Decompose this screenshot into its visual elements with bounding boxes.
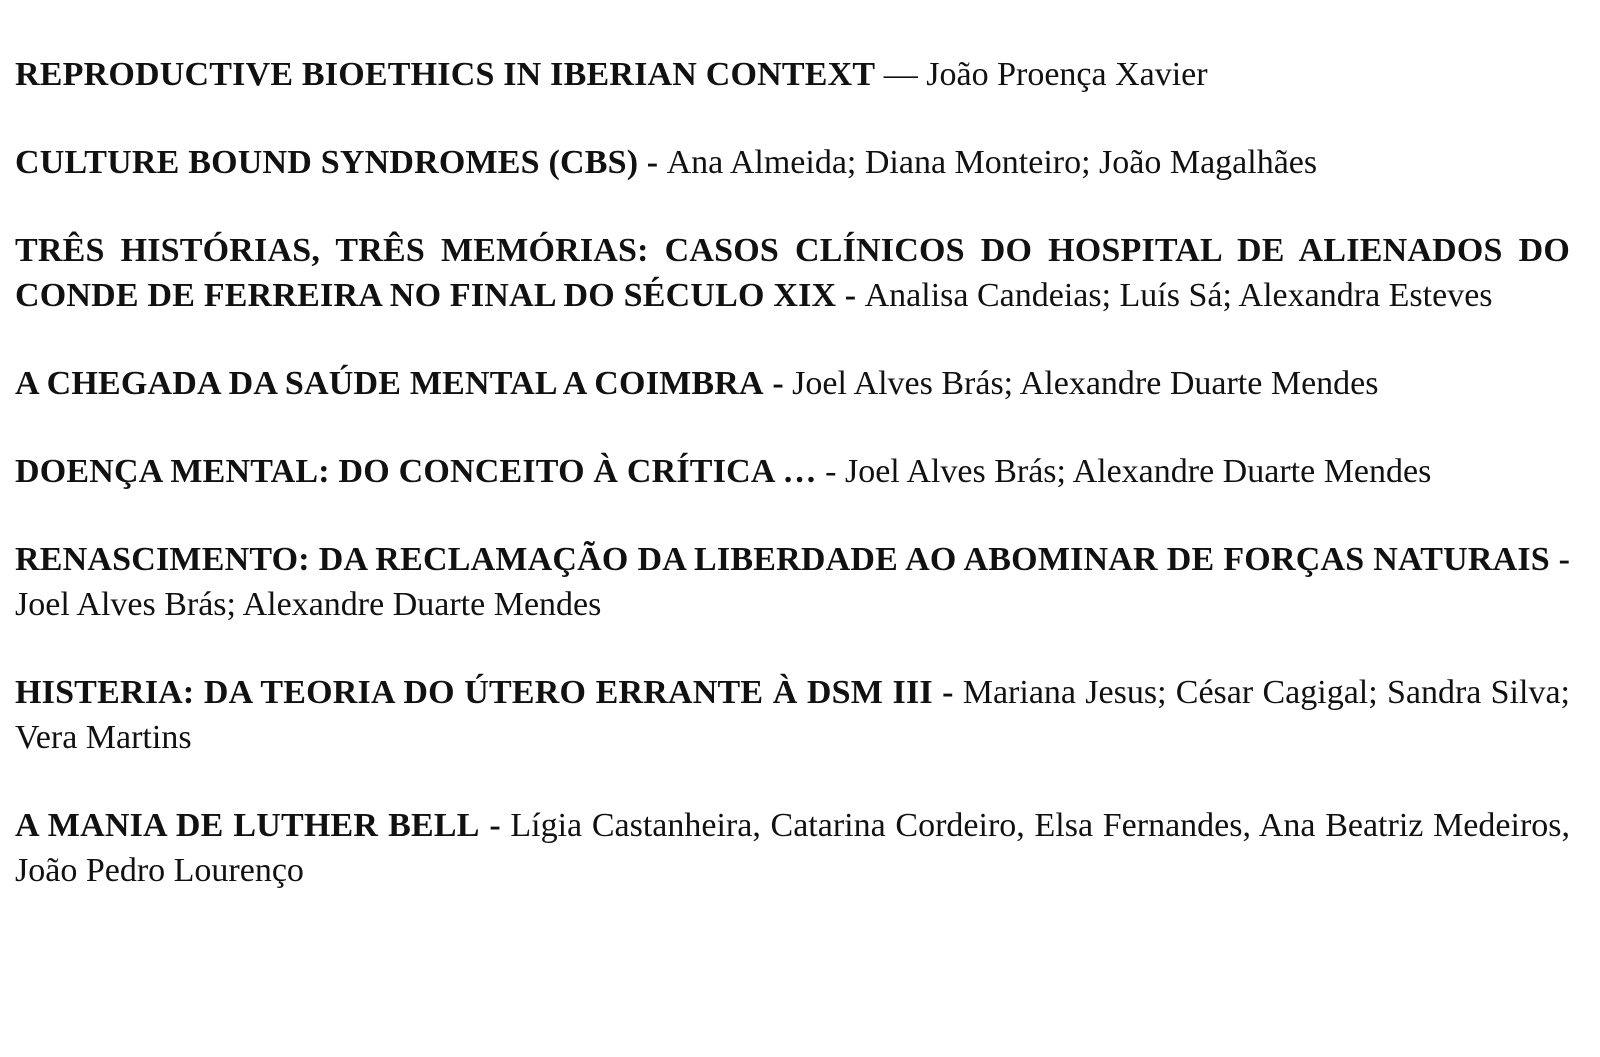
entry-authors: Lígia Castanheira, Catarina Cordeiro, Elsa Fernandes, Ana Beatriz Medeiros, João Pedro Lourenço xyxy=(15,807,1570,889)
entry-authors: Analisa Candeias; Luís Sá; Alexandra Esteves xyxy=(864,277,1493,314)
list-item xyxy=(15,670,1570,760)
entry-title: TRÊS HISTÓRIAS, TRÊS MEMÓRIAS: CASOS CLÍNICOS DO HOSPITAL DE ALIENADOS DO CONDE DE FERREIRA NO FINAL DO SÉCULO XIX xyxy=(15,232,1570,314)
entry-title: DOENÇA MENTAL: DO CONCEITO À CRÍTICA … xyxy=(15,453,817,490)
entry-title: HISTERIA: DA TEORIA DO ÚTERO ERRANTE À DSM III xyxy=(15,674,933,711)
entry-separator: - xyxy=(479,807,511,844)
entry-separator: - xyxy=(836,277,865,314)
entry-authors: Joel Alves Brás; Alexandre Duarte Mendes xyxy=(792,365,1379,402)
entry-authors: Joel Alves Brás; Alexandre Duarte Mendes xyxy=(844,453,1432,490)
list-item xyxy=(15,140,1570,185)
list-item xyxy=(15,52,1570,97)
entry-separator: - xyxy=(1549,541,1570,578)
entry-authors: Ana Almeida; Diana Monteiro; João Magalhães xyxy=(666,144,1318,181)
entry-title: RENASCIMENTO: DA RECLAMAÇÃO DA LIBERDADE AO ABOMINAR DE FORÇAS NATURAIS xyxy=(15,541,1550,578)
list-item xyxy=(15,228,1570,318)
entry-separator: - xyxy=(932,674,963,711)
entry-authors: João Proença Xavier xyxy=(926,56,1208,93)
entry-authors: Mariana Jesus; César Cagigal; Sandra Silva; Vera Martins xyxy=(15,674,1570,756)
entry-title: A CHEGADA DA SAÚDE MENTAL A COIMBRA xyxy=(15,365,764,402)
entry-title: REPRODUCTIVE BIOETHICS IN IBERIAN CONTEXT xyxy=(15,56,876,93)
entry-title: CULTURE BOUND SYNDROMES (CBS) xyxy=(15,144,639,181)
list-item xyxy=(15,803,1570,893)
entry-authors: Joel Alves Brás; Alexandre Duarte Mendes xyxy=(15,586,602,623)
list-item xyxy=(15,449,1570,494)
document-body xyxy=(15,52,1570,936)
entry-separator: — xyxy=(875,56,927,93)
list-item xyxy=(15,361,1570,406)
list-item xyxy=(15,537,1570,627)
entry-separator: - xyxy=(816,453,845,490)
entry-separator: - xyxy=(638,144,667,181)
entry-title: A MANIA DE LUTHER BELL xyxy=(15,807,480,844)
entry-separator: - xyxy=(763,365,793,402)
